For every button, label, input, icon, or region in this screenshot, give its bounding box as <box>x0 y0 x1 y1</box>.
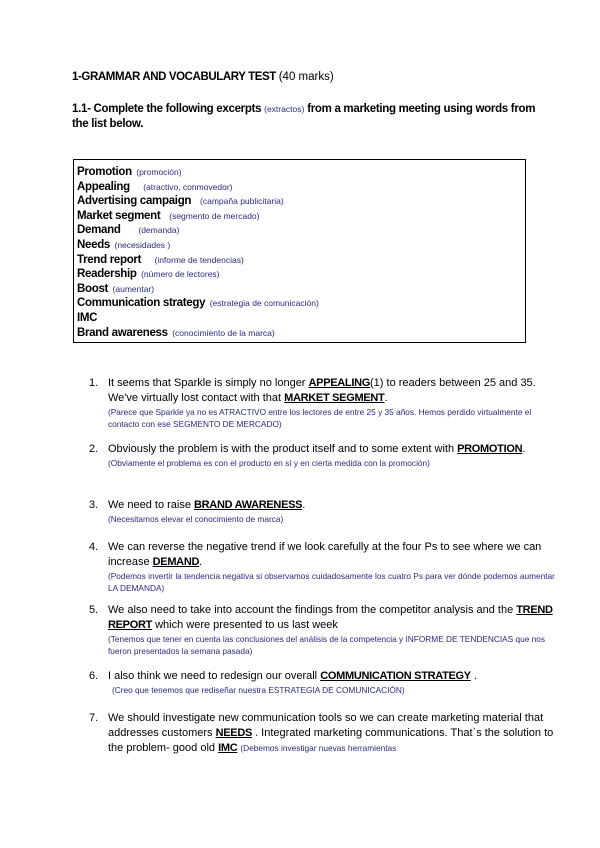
vocab-translation: (atractivo, conmovedor) <box>143 181 233 192</box>
question-text: . <box>199 556 203 568</box>
vocab-term: Advertising campaign <box>77 195 192 208</box>
vocab-translation: (estrategia de comunicación) <box>209 298 319 309</box>
question-1 <box>89 376 559 430</box>
vocab-term: Demand <box>77 224 121 237</box>
vocab-term: Boost <box>77 282 109 295</box>
vocab-item <box>77 325 525 340</box>
question-translation: (Obviamente el problema es con el producto en sí y en cierta medida con la promoción) <box>108 458 430 468</box>
vocab-item <box>77 266 525 281</box>
vocab-item <box>77 310 525 325</box>
question-text: I also think we need to redesign our overall <box>108 670 321 682</box>
vocab-item <box>77 193 525 208</box>
question-translation: (Debemos investigar nuevas herramientas <box>240 743 397 753</box>
exercise-instruction <box>72 102 542 132</box>
vocab-term: Appealing <box>77 180 130 193</box>
vocabulary-box <box>73 159 526 343</box>
question-text: which were presented to us last week <box>152 619 338 631</box>
question-body <box>108 603 559 657</box>
vocab-term: Needs <box>77 238 111 251</box>
answer-blank: IMC <box>218 742 238 754</box>
vocab-translation: (promoción) <box>136 167 182 177</box>
vocab-term: Trend report <box>77 253 142 266</box>
question-text: . Integrated marketing communications. That`s the solution to the problem- good old <box>108 727 554 754</box>
question-text: We also need to take into account the findings from the competitor analysis and the <box>108 604 517 616</box>
question-3 <box>89 498 559 525</box>
question-translation: (Podemos invertir la tendencia negativa si observamos cuidadosamente los cuatro Ps para ver dónde podemos aumentar LA DEMANDA) <box>108 571 555 593</box>
question-body <box>108 498 559 525</box>
question-translation: (Tenemos que tener en cuenta las conclusiones del análisis de la competencia y INFORME DE TENDENCIAS que nos fueron presentados la semana pasada) <box>108 634 546 656</box>
question-number: 5. <box>89 604 99 616</box>
question-body <box>108 711 559 756</box>
question-body <box>108 669 559 696</box>
question-number: 2. <box>89 443 99 455</box>
question-5 <box>89 603 559 657</box>
instruction-prefix: 1.1- Complete the following excerpts <box>72 103 262 115</box>
question-number: 6. <box>89 670 99 682</box>
question-text: . <box>470 670 477 682</box>
vocab-item <box>77 252 525 267</box>
test-marks: (40 marks) <box>278 71 334 83</box>
question-text: It seems that Sparkle is simply no longer <box>108 377 309 389</box>
vocab-translation: (conocimiento de la marca) <box>172 327 275 338</box>
question-text: We should investigate new communication tools so we can create marketing material that addresses customers <box>108 712 544 739</box>
answer-blank: BRAND AWARENESS <box>194 499 303 511</box>
vocab-item <box>77 179 525 194</box>
question-body <box>108 376 559 430</box>
vocab-item <box>77 222 525 237</box>
answer-blank: COMMUNICATION STRATEGY <box>320 670 471 682</box>
vocab-translation: (segmento de mercado) <box>169 210 260 221</box>
question-body <box>108 442 559 469</box>
question-text: We can reverse the negative trend if we look carefully at the four Ps to see where we can increase <box>108 541 542 568</box>
question-number: 7. <box>89 712 99 724</box>
question-number: 4. <box>89 541 99 553</box>
vocab-item <box>77 295 525 310</box>
question-2 <box>89 442 559 469</box>
instruction-translation: (extractos) <box>264 104 305 114</box>
answer-blank: DEMAND <box>152 556 200 568</box>
question-7 <box>89 711 559 756</box>
vocab-item <box>77 164 525 179</box>
vocab-term: Market segment <box>77 209 161 222</box>
vocab-item <box>77 281 525 296</box>
vocab-translation: (número de lectores) <box>141 269 220 280</box>
question-number: 1. <box>89 377 99 389</box>
test-title-text: 1-GRAMMAR AND VOCABULARY TEST <box>72 71 276 83</box>
vocab-term: IMC <box>77 311 98 324</box>
instruction-suffix: from a marketing meeting using words from the list below. <box>72 103 536 130</box>
vocab-translation: (campaña publicitaria) <box>200 196 284 207</box>
question-text: Obviously the problem is with the product itself and to some extent with <box>108 443 458 455</box>
vocab-term: Promotion <box>77 166 132 178</box>
answer-blank: MARKET SEGMENT <box>284 392 385 404</box>
vocab-translation: (necesidades ) <box>114 239 171 250</box>
question-6 <box>89 669 559 696</box>
vocab-translation: (informe de tendencias) <box>154 254 244 265</box>
question-translation: (Creo que tenemos que rediseñar nuestra ESTRATEGIA DE COMUNICACIÓN) <box>112 685 405 695</box>
question-text: (1) to readers between 25 and 35. We've virtually lost contact with that <box>108 377 536 404</box>
vocab-item <box>77 208 525 223</box>
answer-blank: NEEDS <box>215 727 253 739</box>
question-text: We need to raise <box>108 499 195 511</box>
question-translation: (Parece que Sparkle ya no es ATRACTIVO entre los lectores de entre 25 y 35 años. Hemos perdido virtualmente el contacto con ese SEGMENTO DE MERCADO) <box>108 407 532 429</box>
question-number: 3. <box>89 499 99 511</box>
answer-blank: APPEALING <box>308 377 371 389</box>
question-text: . <box>522 443 526 455</box>
question-text: . <box>384 392 388 404</box>
test-title <box>72 71 334 83</box>
question-translation: (Necesitamos elevar el conocimiento de marca) <box>108 514 284 524</box>
question-text: . <box>302 499 306 511</box>
vocab-term: Readership <box>77 268 137 281</box>
vocab-term: Communication strategy <box>77 297 206 310</box>
vocab-translation: (aumentar) <box>112 283 155 294</box>
vocab-term: Brand awareness <box>77 326 168 339</box>
question-body <box>108 540 559 594</box>
answer-blank: TREND REPORT <box>108 604 553 631</box>
vocab-translation: (demanda) <box>138 225 180 236</box>
question-4 <box>89 540 559 594</box>
answer-blank: PROMOTION <box>457 443 523 455</box>
